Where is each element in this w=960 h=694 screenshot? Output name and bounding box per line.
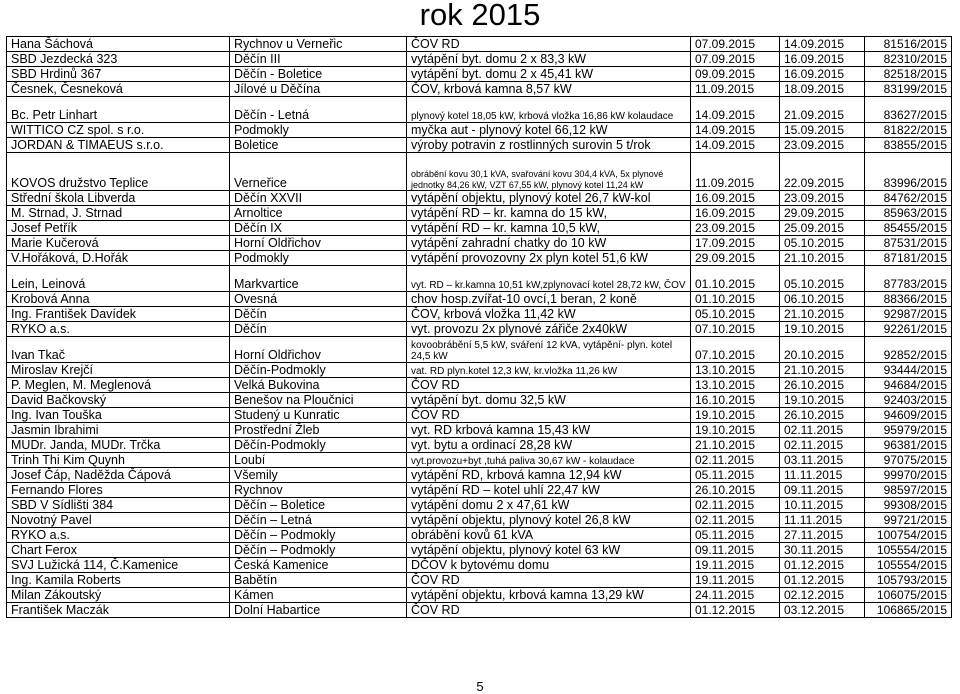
table-row (7, 543, 952, 558)
cell-date-from: 29.09.2015 (691, 251, 780, 266)
cell-name: František Maczák (7, 603, 230, 618)
cell-place: Markvartice (230, 266, 407, 292)
table-row (7, 138, 952, 153)
cell-place: Děčín - Letná (230, 97, 407, 123)
cell-description: ČOV RD (407, 378, 691, 393)
cell-date-from: 19.11.2015 (691, 573, 780, 588)
cell-place: Boletice (230, 138, 407, 153)
cell-date-to: 05.10.2015 (780, 266, 865, 292)
cell-name: SBD Jezdecká 323 (7, 52, 230, 67)
cell-date-to: 22.09.2015 (780, 153, 865, 191)
cell-reference-number: 82518/2015 (865, 67, 952, 82)
cell-name: V.Hořáková, D.Hořák (7, 251, 230, 266)
cell-description: ČOV RD (407, 408, 691, 423)
cell-description: kovoobrábění 5,5 kW, sváření 12 kVA, vytápění- plyn. kotel 24,5 kW (407, 337, 691, 363)
cell-place: Prostřední Žleb (230, 423, 407, 438)
table-row (7, 573, 952, 588)
cell-reference-number: 93444/2015 (865, 363, 952, 378)
cell-reference-number: 87181/2015 (865, 251, 952, 266)
table-row (7, 191, 952, 206)
table-row (7, 603, 952, 618)
cell-place: Ovesná (230, 292, 407, 307)
cell-place: Podmokly (230, 123, 407, 138)
cell-place: Děčín – Podmokly (230, 528, 407, 543)
cell-date-to: 03.11.2015 (780, 453, 865, 468)
table-row (7, 292, 952, 307)
cell-date-to: 26.10.2015 (780, 408, 865, 423)
cell-description: vyt. bytu a ordinací 28,28 kW (407, 438, 691, 453)
cell-place: Děčín (230, 322, 407, 337)
table-row (7, 52, 952, 67)
cell-description: myčka aut - plynový kotel 66,12 kW (407, 123, 691, 138)
cell-description: vytápění provozovny 2x plyn kotel 51,6 kW (407, 251, 691, 266)
cell-date-from: 11.09.2015 (691, 153, 780, 191)
cell-reference-number: 92987/2015 (865, 307, 952, 322)
cell-date-from: 16.09.2015 (691, 191, 780, 206)
cell-description: vyt.provozu+byt ,tuhá paliva 30,67 kW - kolaudace (407, 453, 691, 468)
table-row (7, 37, 952, 52)
table-row (7, 453, 952, 468)
cell-date-to: 27.11.2015 (780, 528, 865, 543)
cell-date-to: 26.10.2015 (780, 378, 865, 393)
cell-date-to: 15.09.2015 (780, 123, 865, 138)
cell-date-from: 23.09.2015 (691, 221, 780, 236)
cell-name: SVJ Lužická 114, Č.Kamenice (7, 558, 230, 573)
cell-date-from: 01.12.2015 (691, 603, 780, 618)
cell-description: plynový kotel 18,05 kW, krbová vložka 16,86 kW kolaudace (407, 97, 691, 123)
cell-reference-number: 94684/2015 (865, 378, 952, 393)
cell-reference-number: 99308/2015 (865, 498, 952, 513)
cell-description: vytápění domu 2 x 47,61 kW (407, 498, 691, 513)
cell-date-from: 09.09.2015 (691, 67, 780, 82)
cell-description: vyt. RD – kr.kamna 10,51 kW,zplynovací kotel 28,72 kW, ČOV (407, 266, 691, 292)
table-row (7, 408, 952, 423)
page-number: 5 (476, 679, 484, 694)
table-row (7, 483, 952, 498)
cell-reference-number: 82310/2015 (865, 52, 952, 67)
cell-date-from: 02.11.2015 (691, 498, 780, 513)
cell-description: vytápění zahradní chatky do 10 kW (407, 236, 691, 251)
cell-description: vytápění objektu, krbová kamna 13,29 kW (407, 588, 691, 603)
cell-description: chov hosp.zvířat-10 ovcí,1 beran, 2 koně (407, 292, 691, 307)
cell-date-from: 16.10.2015 (691, 393, 780, 408)
cell-date-from: 02.11.2015 (691, 453, 780, 468)
cell-name: Novotný Pavel (7, 513, 230, 528)
cell-date-from: 19.10.2015 (691, 408, 780, 423)
cell-date-from: 14.09.2015 (691, 138, 780, 153)
cell-place: Děčín XXVII (230, 191, 407, 206)
cell-date-to: 23.09.2015 (780, 138, 865, 153)
cell-description: vyt. RD krbová kamna 15,43 kW (407, 423, 691, 438)
cell-place: Děčín IX (230, 221, 407, 236)
cell-description: vyt. provozu 2x plynové zářiče 2x40kW (407, 322, 691, 337)
cell-description: ČOV, krbová vložka 11,42 kW (407, 307, 691, 322)
cell-name: Ing. Kamila Roberts (7, 573, 230, 588)
cell-description: DČOV k bytovému domu (407, 558, 691, 573)
cell-date-to: 19.10.2015 (780, 322, 865, 337)
cell-name: Střední škola Libverda (7, 191, 230, 206)
cell-name: Ing. František Davídek (7, 307, 230, 322)
cell-reference-number: 95979/2015 (865, 423, 952, 438)
cell-name: Fernando Flores (7, 483, 230, 498)
table-row (7, 423, 952, 438)
cell-name: KOVOS družstvo Teplice (7, 153, 230, 191)
table-row (7, 206, 952, 221)
cell-name: Marie Kučerová (7, 236, 230, 251)
cell-reference-number: 85963/2015 (865, 206, 952, 221)
cell-date-to: 05.10.2015 (780, 236, 865, 251)
cell-name: Chart Ferox (7, 543, 230, 558)
cell-reference-number: 87783/2015 (865, 266, 952, 292)
cell-date-from: 17.09.2015 (691, 236, 780, 251)
cell-place: Horní Oldřichov (230, 236, 407, 251)
cell-place: Kámen (230, 588, 407, 603)
table-row (7, 498, 952, 513)
cell-place: Jílové u Děčína (230, 82, 407, 97)
cell-name: Hana Šáchová (7, 37, 230, 52)
cell-reference-number: 92261/2015 (865, 322, 952, 337)
cell-place: Loubí (230, 453, 407, 468)
cell-date-to: 25.09.2015 (780, 221, 865, 236)
cell-reference-number: 99970/2015 (865, 468, 952, 483)
cell-name: Milan Zákoutský (7, 588, 230, 603)
cell-place: Děčín – Podmokly (230, 543, 407, 558)
cell-description: vytápění objektu, plynový kotel 63 kW (407, 543, 691, 558)
records-table (6, 36, 952, 618)
table-row (7, 393, 952, 408)
cell-description: ČOV RD (407, 573, 691, 588)
cell-date-to: 16.09.2015 (780, 67, 865, 82)
table-row (7, 468, 952, 483)
cell-reference-number: 106865/2015 (865, 603, 952, 618)
cell-place: Rychnov (230, 483, 407, 498)
cell-date-from: 13.10.2015 (691, 363, 780, 378)
table-row (7, 97, 952, 123)
cell-date-to: 29.09.2015 (780, 206, 865, 221)
cell-place: Dolní Habartice (230, 603, 407, 618)
cell-date-to: 21.09.2015 (780, 97, 865, 123)
cell-name: SBD Hrdinů 367 (7, 67, 230, 82)
cell-reference-number: 83855/2015 (865, 138, 952, 153)
cell-place: Benešov na Ploučnici (230, 393, 407, 408)
cell-date-from: 14.09.2015 (691, 123, 780, 138)
cell-date-to: 01.12.2015 (780, 573, 865, 588)
cell-date-to: 16.09.2015 (780, 52, 865, 67)
cell-description: vytápění RD – kr. kamna do 15 kW, (407, 206, 691, 221)
cell-date-to: 03.12.2015 (780, 603, 865, 618)
cell-reference-number: 92852/2015 (865, 337, 952, 363)
cell-name: Ivan Tkač (7, 337, 230, 363)
cell-reference-number: 106075/2015 (865, 588, 952, 603)
cell-date-to: 01.12.2015 (780, 558, 865, 573)
cell-date-from: 19.11.2015 (691, 558, 780, 573)
cell-name: Česnek, Česneková (7, 82, 230, 97)
cell-date-to: 06.10.2015 (780, 292, 865, 307)
cell-name: RYKO a.s. (7, 322, 230, 337)
cell-place: Studený u Kunratic (230, 408, 407, 423)
cell-place: Verneřice (230, 153, 407, 191)
cell-reference-number: 96381/2015 (865, 438, 952, 453)
cell-date-from: 05.11.2015 (691, 528, 780, 543)
table-row (7, 153, 952, 191)
cell-date-to: 14.09.2015 (780, 37, 865, 52)
cell-date-to: 09.11.2015 (780, 483, 865, 498)
cell-date-from: 13.10.2015 (691, 378, 780, 393)
table-row (7, 322, 952, 337)
cell-reference-number: 105554/2015 (865, 543, 952, 558)
cell-date-from: 02.11.2015 (691, 513, 780, 528)
cell-reference-number: 99721/2015 (865, 513, 952, 528)
cell-place: Česká Kamenice (230, 558, 407, 573)
cell-place: Děčín – Boletice (230, 498, 407, 513)
cell-place: Rychnov u Verneřic (230, 37, 407, 52)
cell-place: Děčín - Boletice (230, 67, 407, 82)
cell-reference-number: 81516/2015 (865, 37, 952, 52)
cell-place: Všemily (230, 468, 407, 483)
cell-name: Lein, Leinová (7, 266, 230, 292)
cell-place: Děčín (230, 307, 407, 322)
cell-date-to: 11.11.2015 (780, 468, 865, 483)
table-row (7, 558, 952, 573)
table-row (7, 266, 952, 292)
cell-description: výroby potravin z rostlinných surovin 5 t/rok (407, 138, 691, 153)
cell-description: vytápění objektu, plynový kotel 26,8 kW (407, 513, 691, 528)
cell-name: Trinh Thi Kim Quynh (7, 453, 230, 468)
cell-date-from: 09.11.2015 (691, 543, 780, 558)
table-row (7, 363, 952, 378)
cell-date-to: 11.11.2015 (780, 513, 865, 528)
cell-place: Děčín – Letná (230, 513, 407, 528)
cell-date-from: 21.10.2015 (691, 438, 780, 453)
cell-date-to: 30.11.2015 (780, 543, 865, 558)
cell-description: obrábění kovu 30,1 kVA, svařování kovu 304,4 kVA, 5x plynové jednotky 84,26 kW, VZT 67,55 kW, plynový kotel 11,24 kW (407, 153, 691, 191)
table-row (7, 236, 952, 251)
cell-date-to: 20.10.2015 (780, 337, 865, 363)
cell-name: Josef Čáp, Naděžda Čápová (7, 468, 230, 483)
cell-name: JORDAN & TIMAEUS s.r.o. (7, 138, 230, 153)
cell-name: Jasmin Ibrahimi (7, 423, 230, 438)
cell-description: vytápění RD, krbová kamna 12,94 kW (407, 468, 691, 483)
cell-description: vytápění byt. domu 2 x 83,3 kW (407, 52, 691, 67)
table-row (7, 378, 952, 393)
table-row (7, 67, 952, 82)
cell-reference-number: 83199/2015 (865, 82, 952, 97)
cell-date-to: 02.12.2015 (780, 588, 865, 603)
cell-description: vytápění RD – kr. kamna 10,5 kW, (407, 221, 691, 236)
cell-reference-number: 88366/2015 (865, 292, 952, 307)
cell-description: ČOV RD (407, 603, 691, 618)
cell-date-to: 21.10.2015 (780, 251, 865, 266)
cell-name: MUDr. Janda, MUDr. Trčka (7, 438, 230, 453)
cell-date-to: 02.11.2015 (780, 438, 865, 453)
cell-date-from: 14.09.2015 (691, 97, 780, 123)
cell-place: Podmokly (230, 251, 407, 266)
cell-date-from: 05.11.2015 (691, 468, 780, 483)
cell-description: vat. RD plyn.kotel 12,3 kW, kr.vložka 11,26 kW (407, 363, 691, 378)
cell-description: vytápění byt. domu 32,5 kW (407, 393, 691, 408)
cell-description: obrábění kovů 61 kVA (407, 528, 691, 543)
cell-date-from: 07.10.2015 (691, 322, 780, 337)
cell-reference-number: 84762/2015 (865, 191, 952, 206)
cell-description: ČOV, krbová kamna 8,57 kW (407, 82, 691, 97)
cell-reference-number: 98597/2015 (865, 483, 952, 498)
cell-date-to: 19.10.2015 (780, 393, 865, 408)
cell-name: Miroslav Krejčí (7, 363, 230, 378)
cell-date-from: 07.10.2015 (691, 337, 780, 363)
cell-description: vytápění RD – kotel uhlí 22,47 kW (407, 483, 691, 498)
cell-place: Děčín III (230, 52, 407, 67)
cell-date-to: 21.10.2015 (780, 363, 865, 378)
cell-place: Horní Oldřichov (230, 337, 407, 363)
cell-name: Krobová Anna (7, 292, 230, 307)
table-row (7, 221, 952, 236)
cell-date-from: 05.10.2015 (691, 307, 780, 322)
cell-name: Josef Petřík (7, 221, 230, 236)
table-row (7, 588, 952, 603)
cell-reference-number: 83627/2015 (865, 97, 952, 123)
table-row (7, 513, 952, 528)
cell-reference-number: 81822/2015 (865, 123, 952, 138)
page-title: rok 2015 (419, 0, 541, 32)
cell-reference-number: 97075/2015 (865, 453, 952, 468)
cell-date-from: 01.10.2015 (691, 292, 780, 307)
cell-name: M. Strnad, J. Strnad (7, 206, 230, 221)
cell-description: ČOV RD (407, 37, 691, 52)
cell-date-from: 26.10.2015 (691, 483, 780, 498)
cell-reference-number: 92403/2015 (865, 393, 952, 408)
cell-reference-number: 105793/2015 (865, 573, 952, 588)
table-row (7, 438, 952, 453)
cell-date-to: 18.09.2015 (780, 82, 865, 97)
cell-name: Ing. Ivan Touška (7, 408, 230, 423)
cell-date-from: 24.11.2015 (691, 588, 780, 603)
table-row (7, 82, 952, 97)
cell-date-from: 19.10.2015 (691, 423, 780, 438)
cell-name: SBD V Sídlišti 384 (7, 498, 230, 513)
cell-reference-number: 87531/2015 (865, 236, 952, 251)
cell-place: Velká Bukovina (230, 378, 407, 393)
cell-reference-number: 100754/2015 (865, 528, 952, 543)
table-row (7, 528, 952, 543)
cell-reference-number: 105554/2015 (865, 558, 952, 573)
cell-date-to: 21.10.2015 (780, 307, 865, 322)
cell-reference-number: 94609/2015 (865, 408, 952, 423)
cell-date-to: 02.11.2015 (780, 423, 865, 438)
table-row (7, 307, 952, 322)
cell-name: WITTICO CZ spol. s r.o. (7, 123, 230, 138)
cell-description: vytápění byt. domu 2 x 45,41 kW (407, 67, 691, 82)
cell-place: Arnoltice (230, 206, 407, 221)
cell-name: Bc. Petr Linhart (7, 97, 230, 123)
cell-description: vytápění objektu, plynový kotel 26,7 kW-kol (407, 191, 691, 206)
cell-name: RYKO a.s. (7, 528, 230, 543)
cell-place: Děčín-Podmokly (230, 363, 407, 378)
table-row (7, 251, 952, 266)
cell-date-from: 07.09.2015 (691, 52, 780, 67)
cell-date-from: 01.10.2015 (691, 266, 780, 292)
cell-place: Babětín (230, 573, 407, 588)
cell-date-from: 11.09.2015 (691, 82, 780, 97)
cell-date-to: 23.09.2015 (780, 191, 865, 206)
cell-name: David Bačkovský (7, 393, 230, 408)
cell-date-to: 10.11.2015 (780, 498, 865, 513)
cell-name: P. Meglen, M. Meglenová (7, 378, 230, 393)
cell-date-from: 07.09.2015 (691, 37, 780, 52)
cell-date-from: 16.09.2015 (691, 206, 780, 221)
table-row (7, 337, 952, 363)
cell-reference-number: 85455/2015 (865, 221, 952, 236)
cell-reference-number: 83996/2015 (865, 153, 952, 191)
cell-place: Děčín-Podmokly (230, 438, 407, 453)
table-row (7, 123, 952, 138)
